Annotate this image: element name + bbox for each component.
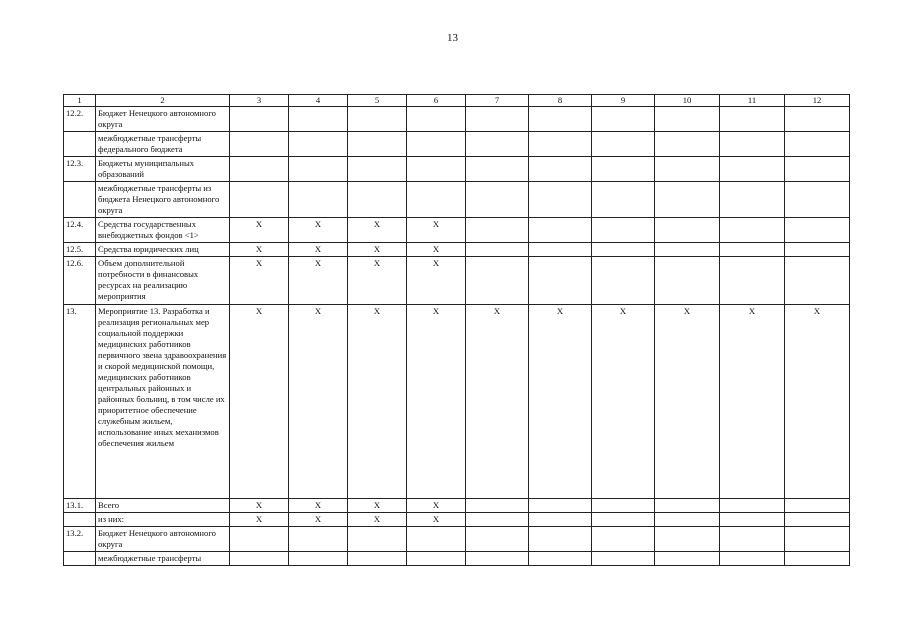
value-cell bbox=[785, 182, 850, 218]
value-cell bbox=[655, 107, 720, 132]
value-cell bbox=[348, 182, 407, 218]
value-cell bbox=[655, 257, 720, 305]
value-cell bbox=[466, 218, 529, 243]
value-cell bbox=[407, 552, 466, 566]
column-header: 2 bbox=[96, 95, 230, 107]
value-cell bbox=[407, 107, 466, 132]
value-cell bbox=[529, 513, 592, 527]
row-number: 12.6. bbox=[64, 257, 96, 305]
column-header: 1 bbox=[64, 95, 96, 107]
value-cell bbox=[592, 552, 655, 566]
value-cell bbox=[720, 182, 785, 218]
value-cell bbox=[720, 257, 785, 305]
row-description: Бюджет Ненецкого автономного округа bbox=[96, 107, 230, 132]
table-row bbox=[64, 305, 850, 499]
row-number bbox=[64, 552, 96, 566]
value-cell bbox=[407, 527, 466, 552]
value-cell bbox=[230, 132, 289, 157]
value-cell: X bbox=[592, 305, 655, 499]
value-cell: X bbox=[785, 305, 850, 499]
value-cell bbox=[655, 157, 720, 182]
value-cell bbox=[289, 552, 348, 566]
table-row bbox=[64, 552, 850, 566]
value-cell: X bbox=[348, 257, 407, 305]
value-cell bbox=[348, 552, 407, 566]
row-number bbox=[64, 182, 96, 218]
value-cell bbox=[655, 513, 720, 527]
value-cell bbox=[785, 257, 850, 305]
row-number: 12.2. bbox=[64, 107, 96, 132]
column-header: 4 bbox=[289, 95, 348, 107]
row-number: 13. bbox=[64, 305, 96, 499]
value-cell: X bbox=[720, 305, 785, 499]
value-cell bbox=[592, 243, 655, 257]
row-description: Мероприятие 13. Разработка и реализация региональных мер социальной поддержки медицинских работников первичного звена здравоохранения и скорой медицинской помощи, медицинских работников центральных районных и районных больниц, в том числе их приоритетное обеспечение служебным жильем, использование иных механизмов обеспечения жильем bbox=[96, 305, 230, 499]
value-cell: X bbox=[348, 243, 407, 257]
value-cell: X bbox=[407, 257, 466, 305]
value-cell bbox=[348, 157, 407, 182]
column-header: 9 bbox=[592, 95, 655, 107]
value-cell bbox=[230, 527, 289, 552]
value-cell bbox=[289, 107, 348, 132]
column-header: 11 bbox=[720, 95, 785, 107]
table-row bbox=[64, 499, 850, 513]
value-cell bbox=[592, 499, 655, 513]
column-header-row bbox=[64, 95, 850, 107]
value-cell bbox=[592, 513, 655, 527]
column-header: 6 bbox=[407, 95, 466, 107]
value-cell: X bbox=[289, 499, 348, 513]
value-cell bbox=[655, 132, 720, 157]
value-cell: X bbox=[407, 218, 466, 243]
value-cell bbox=[785, 157, 850, 182]
page-number: 13 bbox=[447, 32, 458, 44]
value-cell bbox=[592, 218, 655, 243]
value-cell: X bbox=[289, 513, 348, 527]
value-cell bbox=[529, 552, 592, 566]
value-cell bbox=[655, 218, 720, 243]
value-cell: X bbox=[289, 243, 348, 257]
value-cell: X bbox=[289, 218, 348, 243]
value-cell bbox=[720, 218, 785, 243]
value-cell bbox=[407, 182, 466, 218]
value-cell bbox=[785, 132, 850, 157]
row-description: Бюджет Ненецкого автономного округа bbox=[96, 527, 230, 552]
value-cell bbox=[289, 182, 348, 218]
table-row bbox=[64, 107, 850, 132]
row-description: Объем дополнительной потребности в финансовых ресурсах на реализацию мероприятия bbox=[96, 257, 230, 305]
value-cell: X bbox=[466, 305, 529, 499]
row-number: 13.2. bbox=[64, 527, 96, 552]
value-cell bbox=[785, 243, 850, 257]
value-cell: X bbox=[529, 305, 592, 499]
value-cell bbox=[592, 157, 655, 182]
value-cell bbox=[466, 132, 529, 157]
value-cell: X bbox=[407, 243, 466, 257]
value-cell bbox=[655, 182, 720, 218]
value-cell bbox=[785, 513, 850, 527]
value-cell bbox=[466, 513, 529, 527]
value-cell: X bbox=[407, 499, 466, 513]
value-cell: X bbox=[230, 499, 289, 513]
value-cell bbox=[466, 499, 529, 513]
value-cell bbox=[230, 552, 289, 566]
value-cell bbox=[466, 257, 529, 305]
row-description: межбюджетные трансферты из бюджета Ненецкого автономного округа bbox=[96, 182, 230, 218]
value-cell: X bbox=[230, 257, 289, 305]
column-header: 8 bbox=[529, 95, 592, 107]
value-cell: X bbox=[289, 305, 348, 499]
value-cell: X bbox=[230, 305, 289, 499]
value-cell bbox=[466, 527, 529, 552]
value-cell bbox=[592, 257, 655, 305]
column-header: 12 bbox=[785, 95, 850, 107]
value-cell: X bbox=[407, 305, 466, 499]
row-description: Бюджеты муниципальных образований bbox=[96, 157, 230, 182]
value-cell bbox=[720, 527, 785, 552]
column-header: 5 bbox=[348, 95, 407, 107]
value-cell bbox=[407, 132, 466, 157]
value-cell bbox=[529, 499, 592, 513]
value-cell bbox=[230, 107, 289, 132]
table-row bbox=[64, 182, 850, 218]
value-cell bbox=[466, 157, 529, 182]
value-cell: X bbox=[289, 257, 348, 305]
table-body bbox=[64, 95, 850, 566]
value-cell bbox=[529, 257, 592, 305]
value-cell bbox=[230, 157, 289, 182]
value-cell bbox=[592, 132, 655, 157]
row-description: Средства юридических лиц bbox=[96, 243, 230, 257]
column-header: 10 bbox=[655, 95, 720, 107]
value-cell: X bbox=[348, 218, 407, 243]
value-cell bbox=[529, 107, 592, 132]
value-cell bbox=[720, 132, 785, 157]
value-cell bbox=[230, 182, 289, 218]
row-description: межбюджетные трансферты федерального бюджета bbox=[96, 132, 230, 157]
table-row bbox=[64, 243, 850, 257]
value-cell bbox=[655, 499, 720, 513]
value-cell bbox=[655, 243, 720, 257]
value-cell: X bbox=[348, 513, 407, 527]
value-cell bbox=[592, 527, 655, 552]
value-cell bbox=[720, 552, 785, 566]
value-cell: X bbox=[230, 513, 289, 527]
row-number: 12.3. bbox=[64, 157, 96, 182]
value-cell: X bbox=[348, 305, 407, 499]
table-row bbox=[64, 132, 850, 157]
value-cell bbox=[289, 157, 348, 182]
value-cell bbox=[289, 132, 348, 157]
value-cell bbox=[720, 243, 785, 257]
value-cell: X bbox=[348, 499, 407, 513]
value-cell bbox=[720, 157, 785, 182]
row-description: из них: bbox=[96, 513, 230, 527]
table-row bbox=[64, 527, 850, 552]
value-cell bbox=[785, 107, 850, 132]
value-cell bbox=[785, 499, 850, 513]
value-cell bbox=[529, 243, 592, 257]
value-cell bbox=[720, 107, 785, 132]
row-description: межбюджетные трансферты bbox=[96, 552, 230, 566]
value-cell bbox=[529, 182, 592, 218]
value-cell bbox=[785, 552, 850, 566]
row-number bbox=[64, 513, 96, 527]
value-cell bbox=[720, 513, 785, 527]
row-description: Средства государственных внебюджетных фондов <1> bbox=[96, 218, 230, 243]
row-number: 12.5. bbox=[64, 243, 96, 257]
value-cell bbox=[655, 527, 720, 552]
value-cell bbox=[407, 157, 466, 182]
row-description: Всего bbox=[96, 499, 230, 513]
row-number: 12.4. bbox=[64, 218, 96, 243]
table-row bbox=[64, 157, 850, 182]
table-row bbox=[64, 257, 850, 305]
table-row bbox=[64, 513, 850, 527]
value-cell bbox=[348, 527, 407, 552]
value-cell: X bbox=[655, 305, 720, 499]
value-cell bbox=[466, 182, 529, 218]
value-cell bbox=[529, 157, 592, 182]
value-cell bbox=[655, 552, 720, 566]
budget-table bbox=[63, 94, 850, 566]
value-cell bbox=[289, 527, 348, 552]
value-cell: X bbox=[407, 513, 466, 527]
value-cell bbox=[348, 107, 407, 132]
column-header: 3 bbox=[230, 95, 289, 107]
value-cell bbox=[785, 218, 850, 243]
value-cell bbox=[785, 527, 850, 552]
column-header: 7 bbox=[466, 95, 529, 107]
row-number bbox=[64, 132, 96, 157]
value-cell bbox=[720, 499, 785, 513]
row-number: 13.1. bbox=[64, 499, 96, 513]
value-cell bbox=[592, 107, 655, 132]
value-cell: X bbox=[230, 243, 289, 257]
value-cell bbox=[348, 132, 407, 157]
value-cell bbox=[466, 107, 529, 132]
value-cell: X bbox=[230, 218, 289, 243]
value-cell bbox=[529, 527, 592, 552]
value-cell bbox=[529, 132, 592, 157]
value-cell bbox=[592, 182, 655, 218]
table-row bbox=[64, 218, 850, 243]
value-cell bbox=[466, 243, 529, 257]
value-cell bbox=[529, 218, 592, 243]
value-cell bbox=[466, 552, 529, 566]
